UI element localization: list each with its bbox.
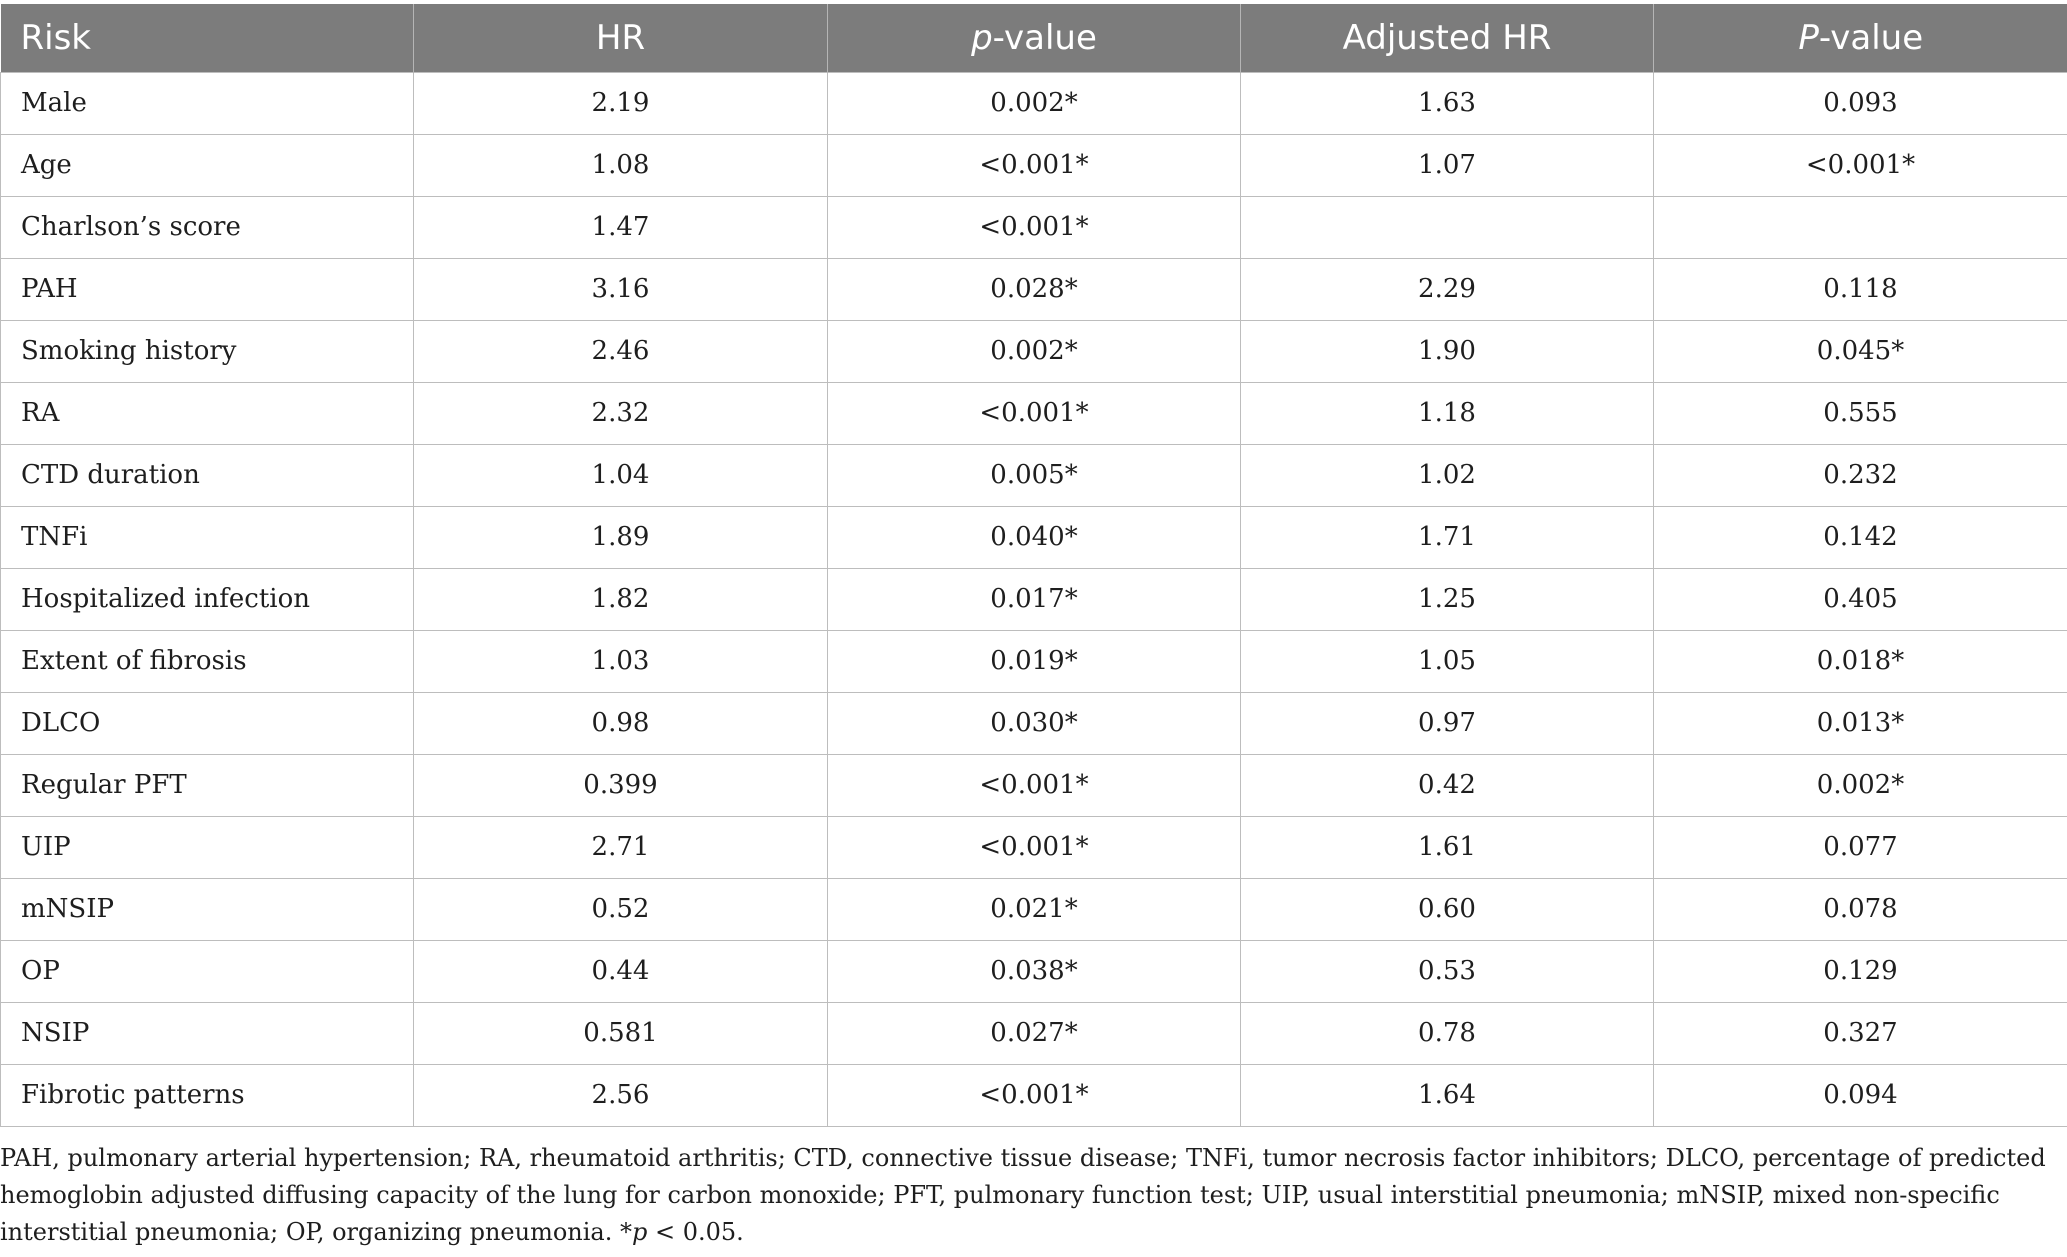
cell-hr: 2.19 xyxy=(414,72,828,134)
cell-risk: TNFi xyxy=(1,506,414,568)
cell-adjusted-p-value: 0.018* xyxy=(1654,630,2067,692)
table-row xyxy=(1,940,2067,1002)
table-row xyxy=(1,816,2067,878)
cell-adjusted-p-value: 0.129 xyxy=(1654,940,2067,1002)
cell-p-value: 0.021* xyxy=(828,878,1241,940)
cell-adjusted-p-value: <0.001* xyxy=(1654,134,2067,196)
cell-p-value: 0.005* xyxy=(828,444,1241,506)
header-p-italic: p xyxy=(971,17,993,58)
cell-hr: 2.32 xyxy=(414,382,828,444)
cell-adjusted-hr: 0.42 xyxy=(1241,754,1654,816)
table-row xyxy=(1,320,2067,382)
cell-hr: 1.47 xyxy=(414,196,828,258)
cell-hr: 3.16 xyxy=(414,258,828,320)
table-row xyxy=(1,754,2067,816)
cell-adjusted-p-value: 0.045* xyxy=(1654,320,2067,382)
cell-adjusted-p-value: 0.555 xyxy=(1654,382,2067,444)
cell-hr: 2.56 xyxy=(414,1064,828,1126)
cell-adjusted-hr: 1.64 xyxy=(1241,1064,1654,1126)
table-row xyxy=(1,444,2067,506)
cell-adjusted-p-value: 0.013* xyxy=(1654,692,2067,754)
cell-risk: mNSIP xyxy=(1,878,414,940)
cell-adjusted-p-value: 0.142 xyxy=(1654,506,2067,568)
header-risk: Risk xyxy=(1,4,414,72)
cell-risk: UIP xyxy=(1,816,414,878)
cell-p-value: <0.001* xyxy=(828,134,1241,196)
table-header-row xyxy=(1,4,2067,72)
table-row xyxy=(1,878,2067,940)
table-row xyxy=(1,72,2067,134)
header-p-rest: -value xyxy=(992,17,1097,58)
cell-hr: 0.52 xyxy=(414,878,828,940)
footnote-p-italic: p xyxy=(631,1218,648,1246)
cell-adjusted-hr: 1.90 xyxy=(1241,320,1654,382)
cell-p-value: 0.028* xyxy=(828,258,1241,320)
cell-p-value: <0.001* xyxy=(828,1064,1241,1126)
header-adj-p-italic: P xyxy=(1798,17,1819,58)
cell-risk: RA xyxy=(1,382,414,444)
cell-adjusted-p-value: 0.405 xyxy=(1654,568,2067,630)
cell-hr: 1.82 xyxy=(414,568,828,630)
table-row xyxy=(1,382,2067,444)
header-adj-p-rest: -value xyxy=(1818,17,1924,58)
cell-adjusted-hr: 2.29 xyxy=(1241,258,1654,320)
cell-adjusted-hr: 0.97 xyxy=(1241,692,1654,754)
cell-adjusted-hr: 1.18 xyxy=(1241,382,1654,444)
cell-adjusted-p-value: 0.094 xyxy=(1654,1064,2067,1126)
table-row xyxy=(1,258,2067,320)
cell-hr: 0.98 xyxy=(414,692,828,754)
cell-adjusted-hr: 1.71 xyxy=(1241,506,1654,568)
cell-adjusted-hr: 1.61 xyxy=(1241,816,1654,878)
cell-adjusted-p-value: 0.232 xyxy=(1654,444,2067,506)
header-adjusted-hr: Adjusted HR xyxy=(1241,4,1654,72)
cell-adjusted-hr: 1.02 xyxy=(1241,444,1654,506)
table-row xyxy=(1,134,2067,196)
cell-adjusted-hr: 1.07 xyxy=(1241,134,1654,196)
cell-hr: 0.44 xyxy=(414,940,828,1002)
cell-adjusted-hr: 0.53 xyxy=(1241,940,1654,1002)
cell-adjusted-hr: 1.63 xyxy=(1241,72,1654,134)
cell-p-value: <0.001* xyxy=(828,382,1241,444)
footnote-text: PAH, pulmonary arterial hypertension; RA, rheumatoid arthritis; CTD, connective tissue disease; TNFi, tumor necrosis factor inhibitors; DLCO, percentage of predicted hemoglobin adjusted diffusing capacity of the lung for carbon monoxide; PFT, pulmonary function test; UIP, usual interstitial pneumonia; mNSIP, mixed non-specific interstitial pneumonia; OP, organizing pneumonia. * xyxy=(0,1144,2046,1246)
cell-adjusted-p-value: 0.118 xyxy=(1654,258,2067,320)
cell-adjusted-p-value: 0.077 xyxy=(1654,816,2067,878)
cell-p-value: 0.038* xyxy=(828,940,1241,1002)
cell-risk: Male xyxy=(1,72,414,134)
cell-adjusted-p-value: 0.093 xyxy=(1654,72,2067,134)
header-hr: HR xyxy=(414,4,828,72)
hazard-ratio-table xyxy=(0,4,2067,1127)
results-table-container xyxy=(0,4,2067,1127)
table-row xyxy=(1,568,2067,630)
cell-risk: Fibrotic patterns xyxy=(1,1064,414,1126)
table-row xyxy=(1,630,2067,692)
table-row xyxy=(1,1064,2067,1126)
cell-hr: 0.581 xyxy=(414,1002,828,1064)
cell-adjusted-p-value: 0.002* xyxy=(1654,754,2067,816)
cell-p-value: 0.002* xyxy=(828,72,1241,134)
cell-p-value: <0.001* xyxy=(828,196,1241,258)
cell-p-value: 0.002* xyxy=(828,320,1241,382)
cell-hr: 1.03 xyxy=(414,630,828,692)
table-row xyxy=(1,1002,2067,1064)
cell-adjusted-p-value xyxy=(1654,196,2067,258)
table-footnote xyxy=(0,1140,2067,1251)
cell-adjusted-hr: 1.05 xyxy=(1241,630,1654,692)
cell-adjusted-hr: 1.25 xyxy=(1241,568,1654,630)
table-body xyxy=(1,72,2067,1126)
cell-risk: Hospitalized infection xyxy=(1,568,414,630)
cell-adjusted-hr xyxy=(1241,196,1654,258)
cell-p-value: <0.001* xyxy=(828,754,1241,816)
cell-risk: OP xyxy=(1,940,414,1002)
table-row xyxy=(1,692,2067,754)
cell-adjusted-p-value: 0.327 xyxy=(1654,1002,2067,1064)
cell-risk: Smoking history xyxy=(1,320,414,382)
cell-hr: 1.04 xyxy=(414,444,828,506)
cell-p-value: 0.040* xyxy=(828,506,1241,568)
cell-risk: PAH xyxy=(1,258,414,320)
cell-p-value: <0.001* xyxy=(828,816,1241,878)
cell-p-value: 0.017* xyxy=(828,568,1241,630)
cell-risk: Regular PFT xyxy=(1,754,414,816)
cell-p-value: 0.019* xyxy=(828,630,1241,692)
cell-p-value: 0.030* xyxy=(828,692,1241,754)
cell-risk: Extent of fibrosis xyxy=(1,630,414,692)
cell-p-value: 0.027* xyxy=(828,1002,1241,1064)
header-p-value xyxy=(828,4,1241,72)
cell-hr: 1.89 xyxy=(414,506,828,568)
table-row xyxy=(1,196,2067,258)
header-adjusted-p-value xyxy=(1654,4,2067,72)
cell-hr: 2.71 xyxy=(414,816,828,878)
cell-hr: 0.399 xyxy=(414,754,828,816)
cell-hr: 1.08 xyxy=(414,134,828,196)
cell-adjusted-hr: 0.60 xyxy=(1241,878,1654,940)
cell-hr: 2.46 xyxy=(414,320,828,382)
cell-adjusted-p-value: 0.078 xyxy=(1654,878,2067,940)
footnote-tail: < 0.05. xyxy=(647,1218,744,1246)
table-row xyxy=(1,506,2067,568)
cell-risk: Charlson’s score xyxy=(1,196,414,258)
cell-risk: NSIP xyxy=(1,1002,414,1064)
cell-adjusted-hr: 0.78 xyxy=(1241,1002,1654,1064)
cell-risk: Age xyxy=(1,134,414,196)
cell-risk: DLCO xyxy=(1,692,414,754)
cell-risk: CTD duration xyxy=(1,444,414,506)
